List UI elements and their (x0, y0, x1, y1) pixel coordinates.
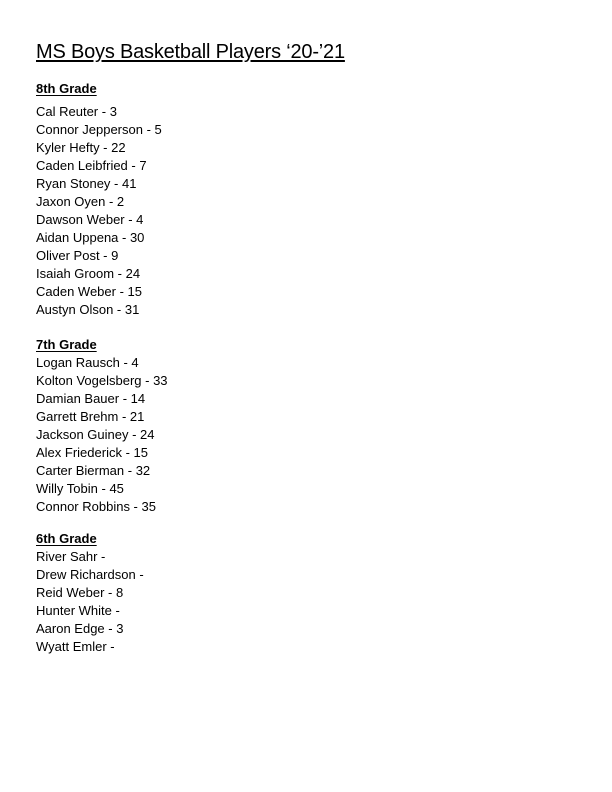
section-heading-7th-grade: 7th Grade (36, 337, 97, 352)
player-item: Hunter White - (36, 603, 120, 618)
section-7th-grade (36, 336, 168, 516)
page-title: MS Boys Basketball Players ‘20-’21 (36, 41, 345, 63)
player-item: Drew Richardson - (36, 567, 144, 582)
player-item: River Sahr - (36, 549, 106, 564)
player-item: Aidan Uppena - 30 (36, 230, 145, 245)
player-item: Jaxon Oyen - 2 (36, 194, 125, 209)
player-item: Oliver Post - 9 (36, 248, 119, 263)
player-item: Jackson Guiney - 24 (36, 427, 155, 442)
player-item: Kolton Vogelsberg - 33 (36, 373, 168, 388)
player-list-8th-grade (36, 103, 162, 319)
player-item: Logan Rausch - 4 (36, 355, 139, 370)
player-item: Dawson Weber - 4 (36, 212, 144, 227)
player-item: Ryan Stoney - 41 (36, 176, 137, 191)
player-item: Carter Bierman - 32 (36, 463, 151, 478)
section-6th-grade (36, 530, 144, 656)
player-list-6th-grade (36, 548, 144, 656)
player-item: Isaiah Groom - 24 (36, 266, 141, 281)
player-item: Wyatt Emler - (36, 639, 115, 654)
player-item: Cal Reuter - 3 (36, 104, 117, 119)
section-heading-6th-grade: 6th Grade (36, 531, 97, 546)
section-heading-8th-grade: 8th Grade (36, 81, 97, 96)
player-item: Caden Leibfried - 7 (36, 158, 147, 173)
section-8th-grade (36, 80, 162, 319)
player-item: Connor Jepperson - 5 (36, 122, 162, 137)
player-item: Austyn Olson - 31 (36, 302, 140, 317)
player-item: Reid Weber - 8 (36, 585, 124, 600)
player-item: Connor Robbins - 35 (36, 499, 156, 514)
player-item: Damian Bauer - 14 (36, 391, 146, 406)
player-list-7th-grade (36, 354, 168, 516)
player-item: Willy Tobin - 45 (36, 481, 124, 496)
player-item: Aaron Edge - 3 (36, 621, 124, 636)
player-item: Caden Weber - 15 (36, 284, 142, 299)
player-item: Garrett Brehm - 21 (36, 409, 145, 424)
player-item: Alex Friederick - 15 (36, 445, 148, 460)
player-item: Kyler Hefty - 22 (36, 140, 126, 155)
